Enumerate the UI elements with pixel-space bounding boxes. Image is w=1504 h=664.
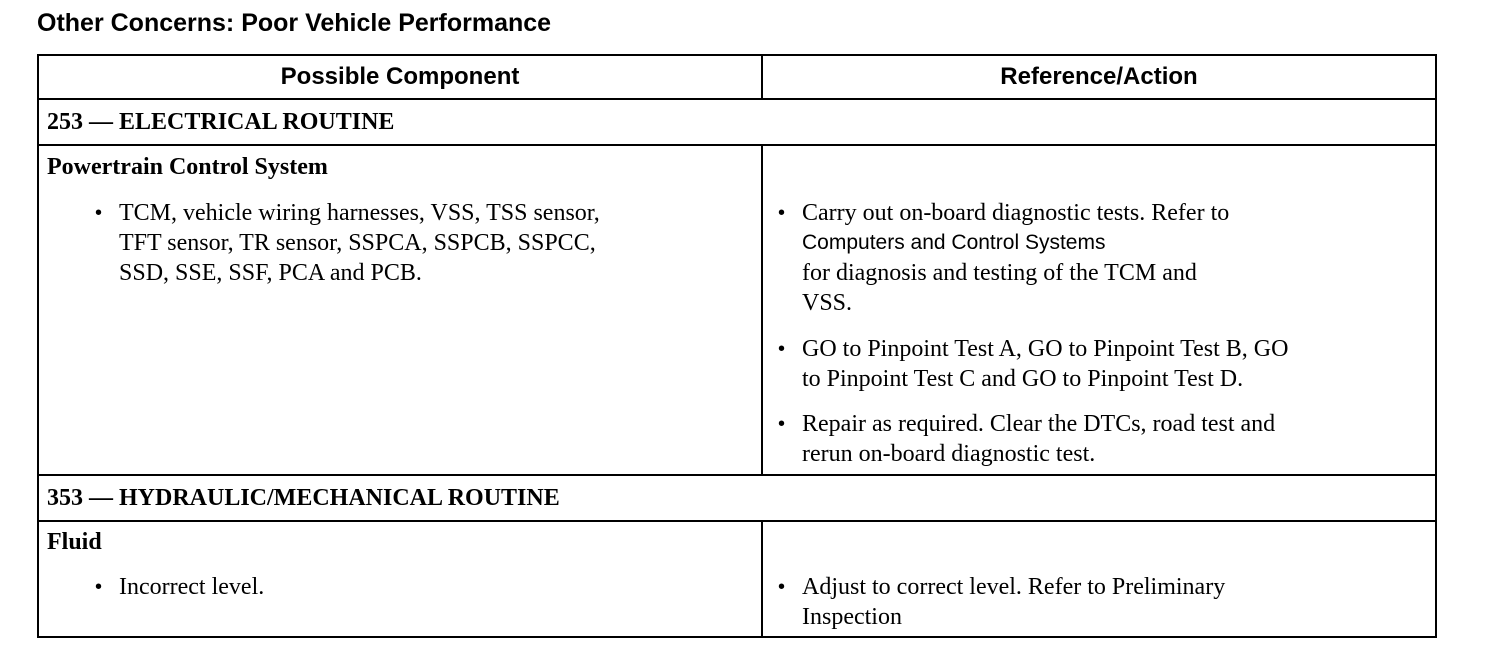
section-heading-hydraulic: 353 — HYDRAULIC/MECHANICAL ROUTINE <box>39 476 1435 522</box>
component-line: SSD, SSE, SSF, PCA and PCB. <box>119 260 422 286</box>
action-line: to Pinpoint Test C and GO to Pinpoint Test D. <box>802 366 1244 392</box>
group-title-powertrain: Powertrain Control System <box>47 154 328 180</box>
column-divider <box>761 56 763 100</box>
bullet-icon: • <box>778 338 786 360</box>
component-item <box>95 572 265 602</box>
component-line: TCM, vehicle wiring harnesses, VSS, TSS sensor, <box>119 200 600 226</box>
bullet-icon: • <box>778 413 786 435</box>
group-title-fluid: Fluid <box>47 529 102 555</box>
concerns-table <box>37 54 1437 638</box>
column-divider <box>761 522 763 636</box>
header-possible-component: Possible Component <box>280 63 520 90</box>
action-line: Carry out on-board diagnostic tests. Refer to <box>802 200 1230 226</box>
component-item <box>95 198 600 288</box>
header-reference-action: Reference/Action <box>1000 63 1198 90</box>
section-heading-electrical: 253 — ELECTRICAL ROUTINE <box>39 100 1435 146</box>
action-item <box>778 198 1230 318</box>
action-line: rerun on-board diagnostic test. <box>802 441 1096 467</box>
bullet-icon: • <box>95 576 103 598</box>
reference-link[interactable]: Computers and Control Systems <box>802 231 1106 254</box>
bullet-icon: • <box>778 202 786 224</box>
action-item <box>778 409 1276 469</box>
bullet-icon: • <box>95 202 103 224</box>
component-line: Incorrect level. <box>119 574 265 600</box>
action-line: Repair as required. Clear the DTCs, road test and <box>802 411 1276 437</box>
action-line: for diagnosis and testing of the TCM and <box>802 260 1197 286</box>
page-title: Other Concerns: Poor Vehicle Performance <box>37 9 552 37</box>
action-line: Inspection <box>802 604 902 630</box>
action-item <box>778 572 1226 632</box>
component-line: TFT sensor, TR sensor, SSPCA, SSPCB, SSPCC, <box>119 230 596 256</box>
action-line: VSS. <box>802 290 853 316</box>
table-header-row <box>39 56 1435 100</box>
bullet-icon: • <box>778 576 786 598</box>
column-divider <box>761 146 763 476</box>
action-item <box>778 334 1289 394</box>
action-line: Adjust to correct level. Refer to Preliminary <box>802 574 1226 600</box>
action-line: GO to Pinpoint Test A, GO to Pinpoint Test B, GO <box>802 336 1289 362</box>
